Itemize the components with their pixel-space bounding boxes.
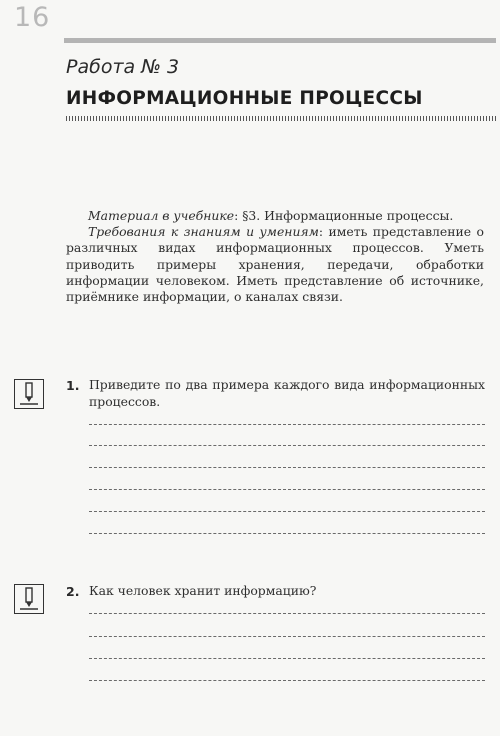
requirements-text: : иметь представление о различных видах информационных процессов. Уметь приводить примеры хранения, передачи, обработки информации человеком. Иметь представление об источнике, приёмнике информации, о каналах связи. — [66, 224, 484, 305]
page-number: 16 — [14, 2, 51, 33]
pencil-icon — [14, 584, 44, 614]
work-number: Работа № 3 — [66, 56, 180, 78]
answer-line[interactable] — [89, 424, 485, 425]
answer-line[interactable] — [89, 511, 485, 512]
answer-line[interactable] — [89, 680, 485, 681]
requirements-label: Требования к знаниям и умениям — [88, 224, 319, 240]
top-rule — [64, 38, 496, 43]
answer-line[interactable] — [89, 636, 485, 637]
pencil-icon — [14, 379, 44, 409]
material-paragraph — [66, 208, 484, 224]
task-text: Как человек хранит информацию? — [89, 583, 317, 598]
task-text: Приведите по два примера каждого вида информационных процессов. — [89, 377, 485, 409]
answer-line[interactable] — [89, 533, 485, 534]
answer-line[interactable] — [89, 613, 485, 614]
task-number: 1. — [66, 378, 80, 393]
task-number: 2. — [66, 584, 80, 599]
intro-block — [66, 208, 484, 305]
answer-line[interactable] — [89, 467, 485, 468]
page-title: ИНФОРМАЦИОННЫЕ ПРОЦЕССЫ — [66, 88, 423, 109]
material-label: Материал в учебнике — [88, 208, 235, 223]
answer-line[interactable] — [89, 489, 485, 490]
answer-line[interactable] — [89, 445, 485, 446]
hatch-divider — [66, 116, 496, 121]
answer-line[interactable] — [89, 658, 485, 659]
requirements-paragraph — [66, 224, 484, 305]
material-text: : §3. Информационные процессы. — [234, 208, 454, 223]
